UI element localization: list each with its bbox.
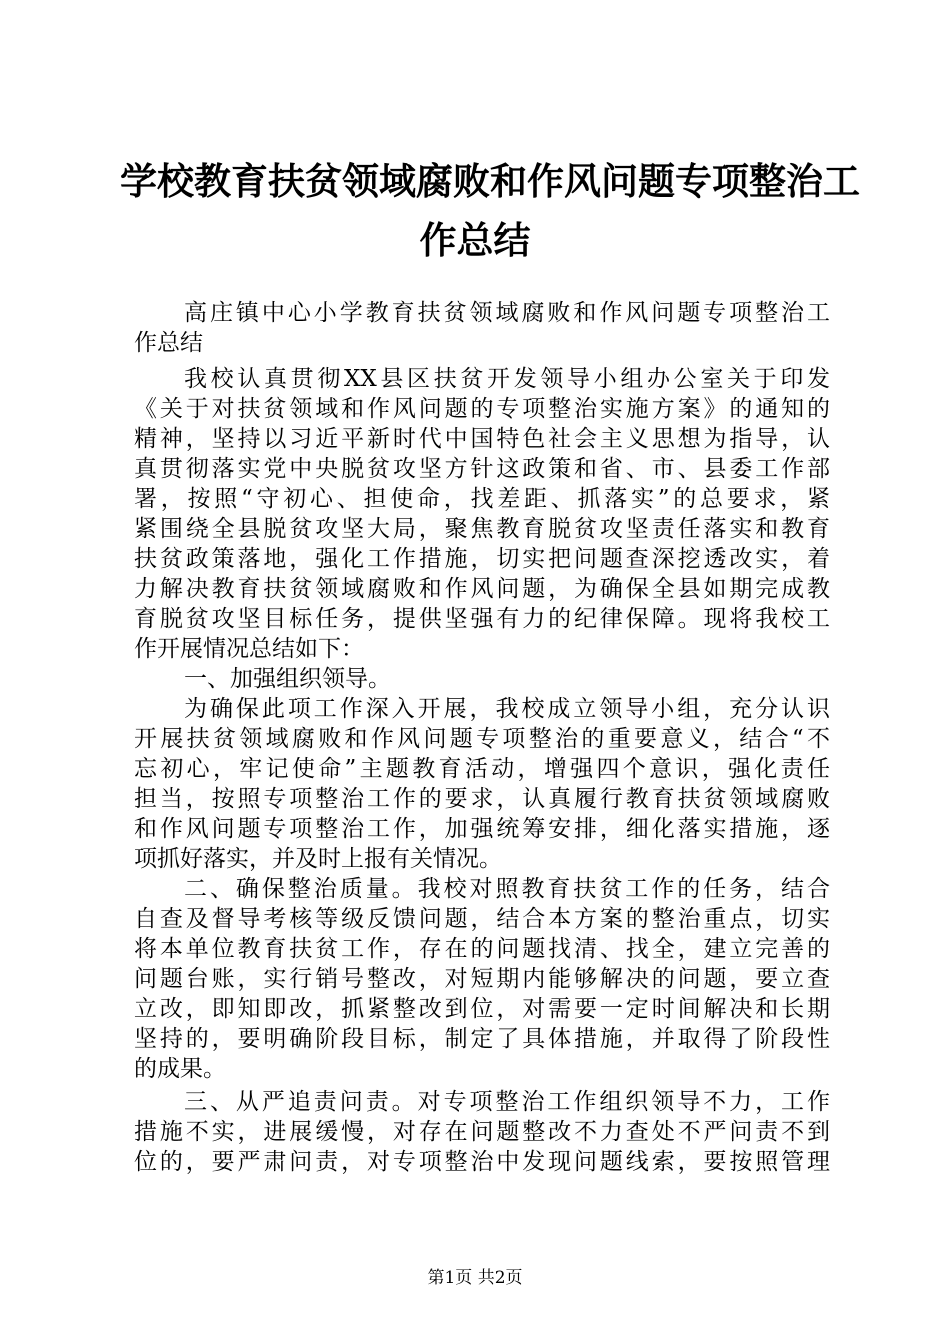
section-heading: 一、加强组织领导。 [184,666,391,692]
body-line: 作总结 [134,330,203,356]
body-line: 问题台账，实行销号整改，对短期内能够解决的问题，要立查 [134,966,830,992]
body-line: 力解决教育扶贫领域腐败和作风问题，为确保全县如期完成教 [134,576,830,602]
body-line: 的成果。 [134,1056,226,1082]
body-line: 项抓好落实，并及时上报有关情况。 [134,846,502,872]
body-line: 扶贫政策落地，强化工作措施，切实把问题查深挖透改实，着 [134,546,830,572]
body-line: 二、确保整治质量。我校对照教育扶贫工作的任务，结合 [184,876,830,902]
body-line: 和作风问题专项整治工作，加强统筹安排，细化落实措施，逐 [134,816,830,842]
body-line: 精神，坚持以习近平新时代中国特色社会主义思想为指导，认 [134,426,830,452]
body-line: 紧围绕全县脱贫攻坚大局，聚焦教育脱贫攻坚责任落实和教育 [134,516,830,542]
body-line: 为确保此项工作深入开展，我校成立领导小组，充分认识 [184,696,830,722]
body-line: 担当，按照专项整治工作的要求，认真履行教育扶贫领域腐败 [134,786,830,812]
body-line: 将本单位教育扶贫工作，存在的问题找清、找全，建立完善的 [134,936,830,962]
body-line: 署，按照“守初心、担使命，找差距、抓落实”的总要求，紧 [134,486,830,512]
body-line: 坚持的，要明确阶段目标，制定了具体措施，并取得了阶段性 [134,1026,830,1052]
body-line: 三、从严追责问责。对专项整治工作组织领导不力，工作 [184,1089,830,1115]
body-line: 位的，要严肃问责，对专项整治中发现问题线索，要按照管理 [134,1149,830,1175]
body-line: 育脱贫攻坚目标任务，提供坚强有力的纪律保障。现将我校工 [134,606,830,632]
body-line: 作开展情况总结如下： [134,636,364,662]
body-line: 真贯彻落实党中央脱贫攻坚方针这政策和省、市、县委工作部 [134,456,830,482]
document-title-line-1: 学校教育扶贫领域腐败和作风问题专项整治工 [120,159,860,203]
body-line: 自查及督导考核等级反馈问题，结合本方案的整治重点，切实 [134,906,830,932]
body-line: 开展扶贫领域腐败和作风问题专项整治的重要意义，结合“不 [134,726,830,752]
page-footer: 第1页 共2页 [427,1268,523,1288]
body-line: 措施不实，进展缓慢，对存在问题整改不力查处不严问责不到 [134,1119,830,1145]
body-line: 《关于对扶贫领域和作风问题的专项整治实施方案》的通知的 [134,396,830,422]
body-line: 高庄镇中心小学教育扶贫领域腐败和作风问题专项整治工 [184,300,830,326]
body-line: 忘初心，牢记使命”主题教育活动，增强四个意识，强化责任 [134,756,830,782]
body-line: 立改，即知即改，抓紧整改到位，对需要一定时间解决和长期 [134,996,830,1022]
document-title-line-2: 作总结 [419,218,531,262]
body-line: 我校认真贯彻XX县区扶贫开发领导小组办公室关于印发 [184,366,830,392]
